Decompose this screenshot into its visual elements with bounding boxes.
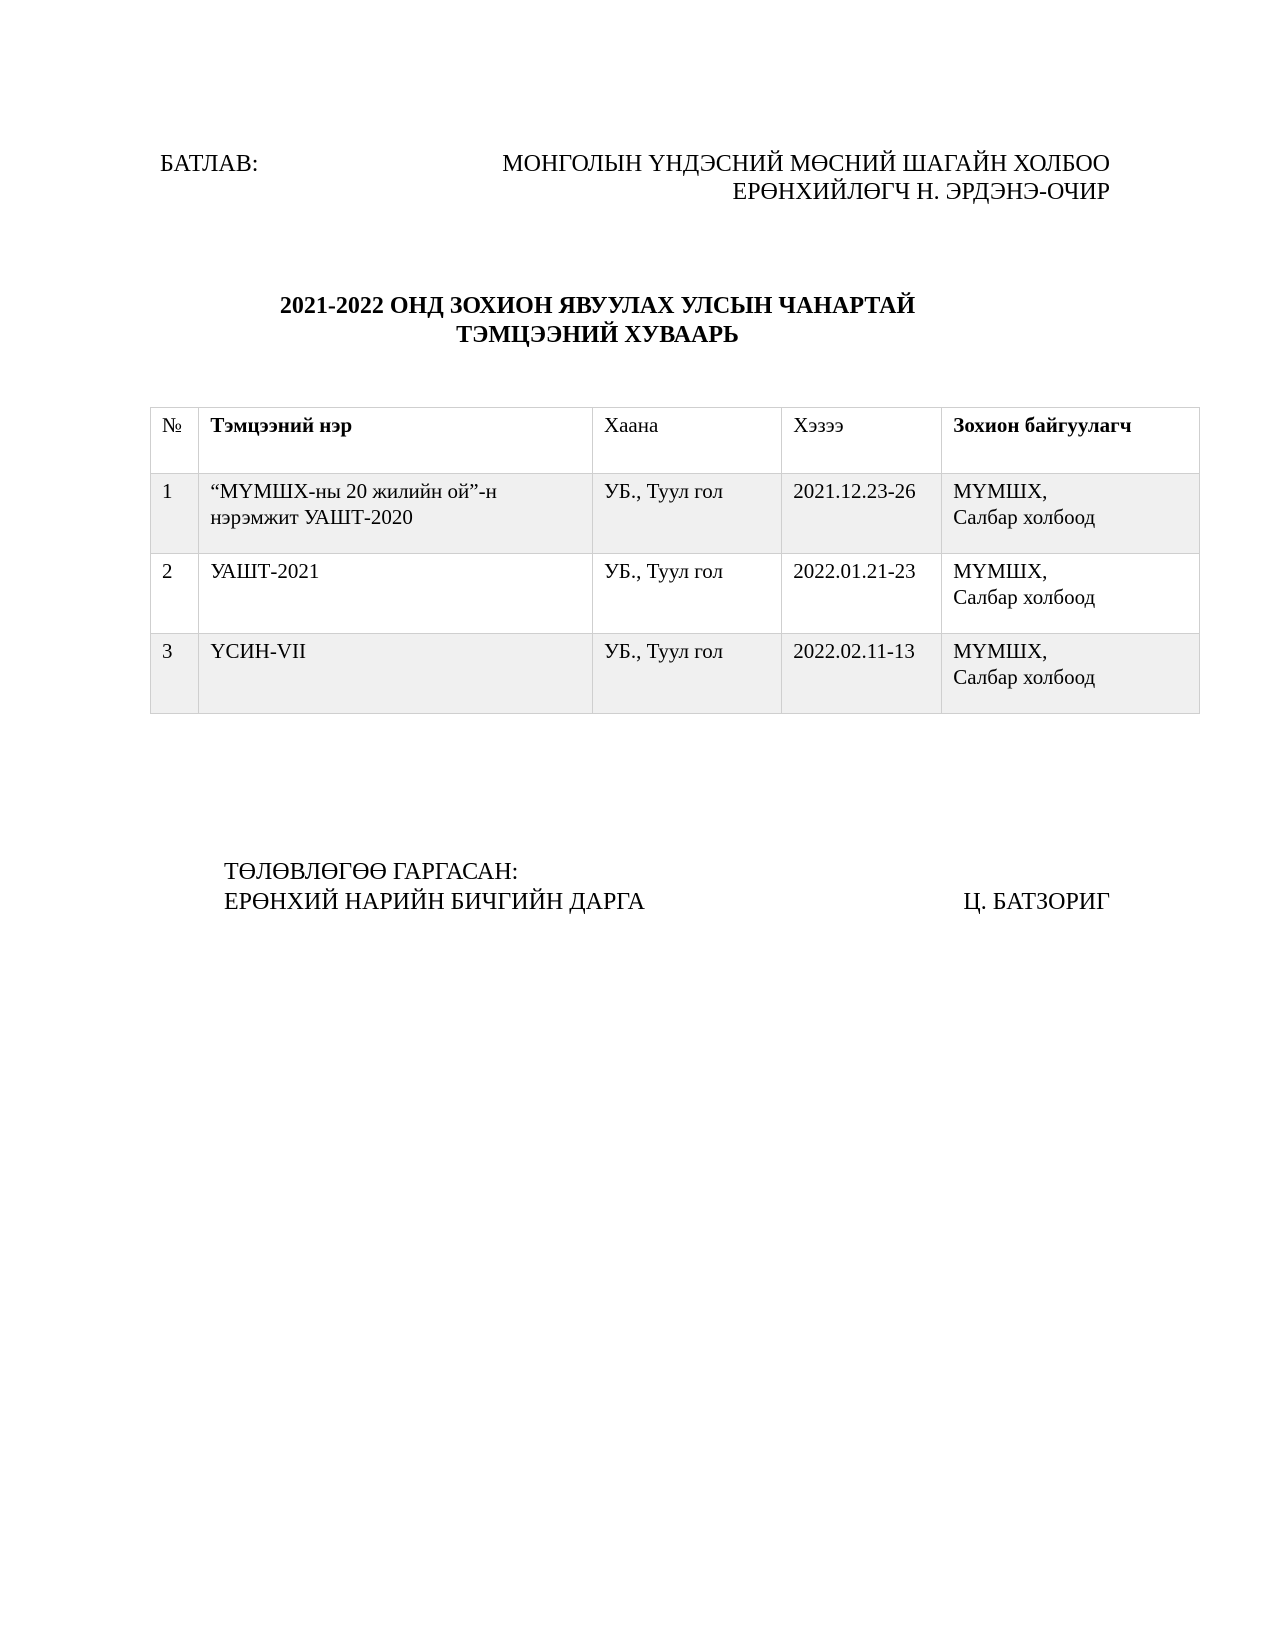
cell-organizer-line-2: Салбар холбоод xyxy=(953,505,1096,529)
cell-organizer-line-1: МҮМШХ, xyxy=(953,639,1048,663)
cell-no: 2 xyxy=(151,554,199,634)
cell-when: 2021.12.23-26 xyxy=(782,474,942,554)
plan-signer-name: Ц. БАТЗОРИГ xyxy=(963,889,1110,915)
table-row xyxy=(151,634,1200,714)
cell-where: УБ., Туул гол xyxy=(592,634,781,714)
cell-when: 2022.02.11-13 xyxy=(782,634,942,714)
cell-organizer-line-1: МҮМШХ, xyxy=(953,559,1048,583)
cell-where: УБ., Туул гол xyxy=(592,474,781,554)
document-title xyxy=(0,292,1275,350)
cell-name xyxy=(199,474,593,554)
cell-name-line-1: УАШТ-2021 xyxy=(210,559,320,583)
cell-organizer-line-2: Салбар холбоод xyxy=(953,585,1096,609)
table-row xyxy=(151,474,1200,554)
cell-name-line-2: нэрэмжит УАШТ-2020 xyxy=(210,505,413,529)
cell-where: УБ., Туул гол xyxy=(592,554,781,634)
document-title-line-2: ТЭМЦЭЭНИЙ ХУВААРЬ xyxy=(456,322,739,348)
cell-organizer-line-2: Салбар холбоод xyxy=(953,665,1096,689)
plan-signer-title: ЕРӨНХИЙ НАРИЙН БИЧГИЙН ДАРГА xyxy=(224,889,645,915)
plan-prepared-label: ТӨЛӨВЛӨГӨӨ ГАРГАСАН: xyxy=(224,859,519,885)
header-name: Тэмцээний нэр xyxy=(199,408,593,474)
cell-no: 3 xyxy=(151,634,199,714)
competition-schedule-table xyxy=(150,407,1200,714)
table-row xyxy=(151,554,1200,634)
header-where: Хаана xyxy=(592,408,781,474)
cell-name xyxy=(199,554,593,634)
approval-org-line: МОНГОЛЫН ҮНДЭСНИЙ МӨСНИЙ ШАГАЙН ХОЛБОО xyxy=(502,151,1110,177)
cell-name xyxy=(199,634,593,714)
cell-name-line-1: “МҮМШХ-ны 20 жилийн ой”-н xyxy=(210,479,497,503)
header-organizer: Зохион байгуулагч xyxy=(942,408,1200,474)
header-when: Хэзээ xyxy=(782,408,942,474)
cell-organizer xyxy=(942,634,1200,714)
approval-block xyxy=(502,150,1110,206)
cell-organizer xyxy=(942,554,1200,634)
table-header-row xyxy=(151,408,1200,474)
cell-name-line-1: ҮСИН-VII xyxy=(210,639,306,663)
approval-label: БАТЛАВ: xyxy=(160,151,259,177)
header-no: № xyxy=(151,408,199,474)
plan-block xyxy=(224,857,645,917)
cell-organizer xyxy=(942,474,1200,554)
cell-when: 2022.01.21-23 xyxy=(782,554,942,634)
cell-organizer-line-1: МҮМШХ, xyxy=(953,479,1048,503)
document-title-line-1: 2021-2022 ОНД ЗОХИОН ЯВУУЛАХ УЛСЫН ЧАНАРТАЙ xyxy=(279,293,916,319)
approval-president-line: ЕРӨНХИЙЛӨГЧ Н. ЭРДЭНЭ-ОЧИР xyxy=(732,179,1110,205)
cell-no: 1 xyxy=(151,474,199,554)
